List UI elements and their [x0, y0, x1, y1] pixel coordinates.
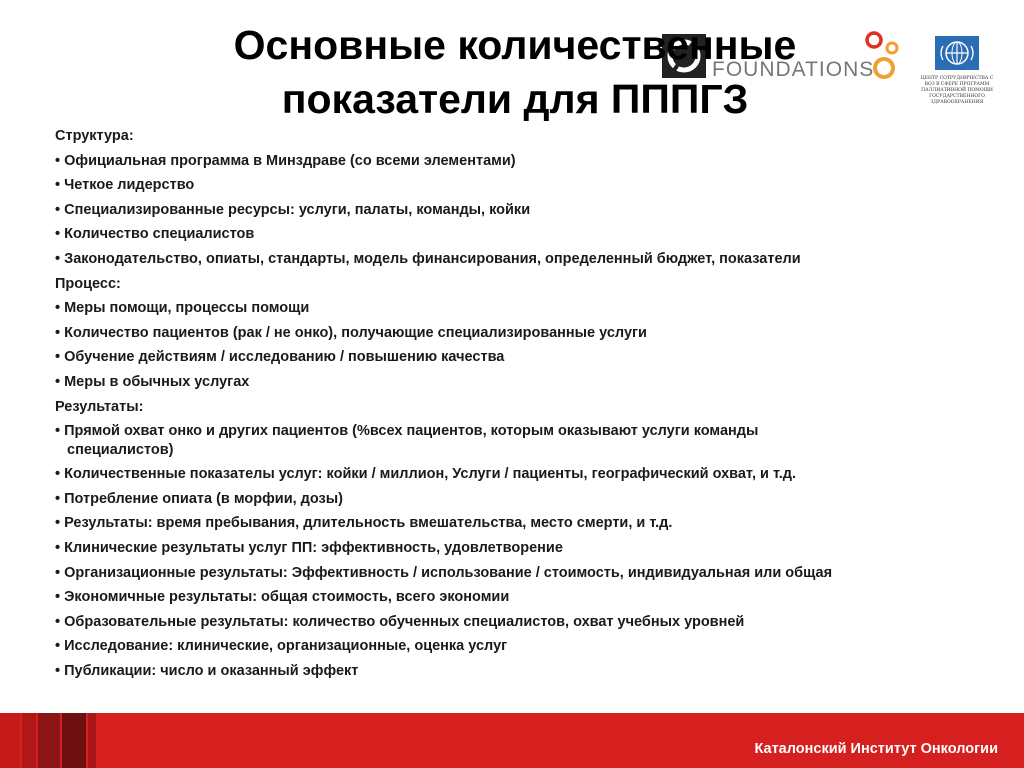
list-item: • Публикации: число и оказанный эффект: [55, 662, 359, 679]
section-heading-process: Процесс:: [55, 275, 121, 292]
list-item: • Четкое лидерство: [55, 177, 195, 194]
list-item: • Специализированные ресурсы: услуги, палаты, команды, койки: [55, 201, 531, 218]
list-item: • Клинические результаты услуг ПП: эффективность, удовлетворение: [55, 539, 563, 556]
list-item: • Экономичные результаты: общая стоимость, всего экономии: [55, 589, 510, 606]
wrapped-item-line-2: специалистов): [67, 442, 174, 459]
footer-bar: [0, 713, 1024, 768]
list-item: • Исследование: клинические, организационные, оценка услуг: [55, 638, 508, 655]
osf-logo-text: FOUNDATIONS: [712, 58, 875, 81]
wrapped-item-line-1: • Прямой охват онко и других пациентов (%всех пациентов, которым оказывают услуги команды: [55, 423, 759, 440]
list-item: • Меры помощи, процессы помощи: [55, 300, 310, 317]
slide-title: [170, 18, 860, 126]
list-item: • Меры в обычных услугах: [55, 373, 250, 390]
section-heading-results: Результаты:: [55, 398, 144, 415]
footer-stripe: [38, 713, 60, 768]
who-logo: [918, 36, 996, 106]
footer-stripe: [22, 713, 36, 768]
title-line-2: показатели для ПППГЗ: [281, 76, 749, 122]
who-caption: ЦЕНТР СОТРУДНИЧЕСТВА С ВОЗ В СФЕРЕ ПРОГРАММ ПАЛЛИАТИВНОЙ ПОМОЩИ ГОСУДАРСТВЕННОГО ЗДРАВООХРАНЕНИЯ: [920, 76, 994, 105]
list-item: • Потребление опиата (в морфии, дозы): [55, 490, 343, 507]
list-item: • Официальная программа в Минздраве (со всеми элементами): [55, 152, 516, 169]
list-item: • Количество специалистов: [55, 226, 255, 243]
list-item: • Результаты: время пребывания, длительность вмешательства, место смерти, и т.д.: [55, 515, 673, 532]
footer-institute-name: Каталонский Институт Онкологии: [754, 741, 998, 757]
section-heading-structure: Структура:: [55, 128, 134, 144]
list-item: • Законодательство, опиаты, стандарты, модель финансирования, определенный бюджет, показатели: [55, 250, 801, 267]
title-line-1: Основные количественные: [233, 22, 797, 68]
list-item-wrapped: [55, 419, 1005, 462]
list-item: • Количество пациентов (рак / не онко), получающие специализированные услуги: [55, 324, 647, 341]
list-item: • Образовательные результаты: количество обученных специалистов, охват учебных уровней: [55, 613, 745, 630]
footer-stripe: [0, 713, 20, 768]
who-emblem-icon: [935, 36, 979, 70]
list-item: • Количественные показателы услуг: койки / миллион, Услуги / пациенты, географический охват, и т.д.: [55, 466, 797, 483]
footer-stripe: [88, 713, 96, 768]
footer-stripe: [62, 713, 86, 768]
list-item: • Организационные результаты: Эффективность / использование / стоимость, индивидуальная или общая: [55, 564, 833, 581]
slide-body: [55, 124, 1005, 683]
list-item: • Обучение действиям / исследованию / повышению качества: [55, 349, 505, 366]
